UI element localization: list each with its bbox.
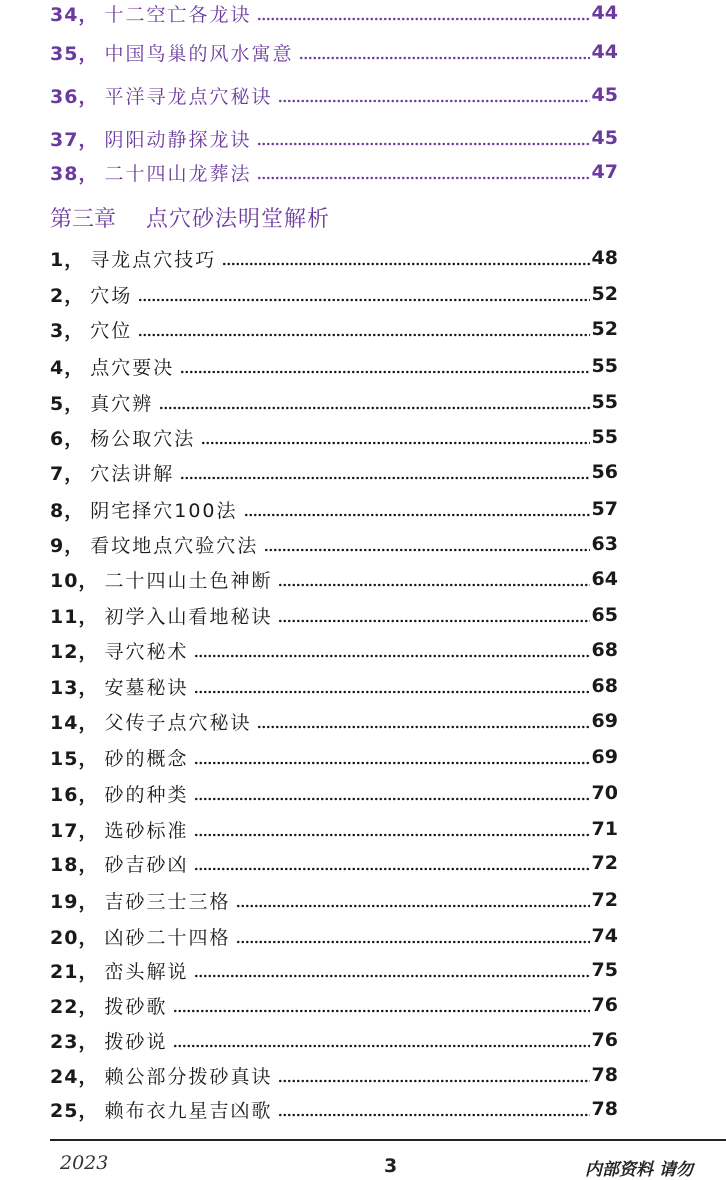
- entry-page: 52: [591, 318, 618, 340]
- entry-title: 十二空亡各龙诀: [104, 3, 252, 26]
- entry-page: 55: [591, 426, 618, 448]
- entry-number: 38，: [50, 162, 99, 185]
- dot-leader: [244, 513, 590, 517]
- toc-entry: [50, 314, 618, 344]
- entry-title: 砂吉砂凶: [104, 853, 189, 876]
- entry-number: 15，: [50, 747, 99, 770]
- entry-number: 9，: [50, 534, 85, 557]
- entry-page: 74: [591, 925, 618, 947]
- entry-number: 4，: [50, 356, 85, 379]
- entry-page: 70: [591, 782, 618, 804]
- entry-number: 36，: [50, 85, 99, 108]
- entry-page: 52: [591, 283, 618, 305]
- entry-number: 17，: [50, 819, 99, 842]
- entry-number: 14，: [50, 711, 99, 734]
- dot-leader: [194, 797, 589, 801]
- entry-page: 45: [591, 127, 618, 149]
- entry-number: 11，: [50, 605, 99, 628]
- toc-entry: [50, 848, 618, 878]
- toc-entry: [50, 635, 618, 665]
- toc-entry: [50, 990, 618, 1020]
- entry-title: 寻龙点穴技巧: [90, 248, 217, 271]
- toc-entry: [50, 37, 618, 67]
- entry-page: 63: [591, 533, 618, 555]
- entry-number: 19，: [50, 890, 99, 913]
- entry-page: 68: [591, 675, 618, 697]
- dot-leader: [278, 1079, 589, 1083]
- entry-number: 22，: [50, 995, 99, 1018]
- entry-title: 峦头解说: [104, 960, 189, 983]
- toc-entry: [50, 814, 618, 844]
- dot-leader: [236, 940, 589, 944]
- dot-leader: [159, 406, 589, 410]
- toc-entry: [50, 243, 618, 273]
- dot-leader: [278, 1113, 589, 1117]
- entry-page: 76: [591, 994, 618, 1016]
- dot-leader: [194, 654, 589, 658]
- footer-note: 内部资料 请勿: [585, 1160, 693, 1180]
- dot-leader: [194, 833, 589, 837]
- dot-leader: [278, 99, 589, 103]
- dot-leader: [194, 761, 589, 765]
- entry-page: 56: [591, 461, 618, 483]
- chapter-title: 点穴砂法明堂解析: [146, 206, 331, 232]
- entry-title: 砂的种类: [104, 783, 189, 806]
- toc-entry: [50, 1094, 618, 1124]
- entry-title: 赖布衣九星吉凶歌: [104, 1099, 273, 1122]
- entry-title: 凶砂二十四格: [104, 926, 231, 949]
- entry-number: 7，: [50, 462, 85, 485]
- entry-page: 65: [591, 604, 618, 626]
- entry-number: 2，: [50, 284, 85, 307]
- entry-title: 安墓秘诀: [104, 676, 189, 699]
- toc-entry: [50, 706, 618, 736]
- toc-entry: [50, 921, 618, 951]
- entry-page: 44: [591, 41, 618, 63]
- toc-entry: [50, 1025, 618, 1055]
- entry-page: 64: [591, 568, 618, 590]
- toc-entry: [50, 885, 618, 915]
- entry-title: 阴阳动静探龙诀: [104, 128, 252, 151]
- entry-number: 34，: [50, 3, 99, 26]
- entry-page: 72: [591, 852, 618, 874]
- toc-entry: [50, 457, 618, 487]
- entry-page: 55: [591, 355, 618, 377]
- chapter-heading: [50, 200, 330, 234]
- dot-leader: [299, 56, 589, 60]
- entry-title: 阴宅择穴100法: [90, 499, 238, 522]
- entry-number: 5，: [50, 392, 85, 415]
- dot-leader: [257, 142, 589, 146]
- entry-number: 3，: [50, 319, 85, 342]
- entry-page: 57: [591, 498, 618, 520]
- toc-entry: [50, 0, 618, 28]
- entry-page: 47: [591, 161, 618, 183]
- entry-title: 寻穴秘术: [104, 640, 189, 663]
- toc-entry: [50, 80, 618, 110]
- entry-number: 18，: [50, 853, 99, 876]
- dot-leader: [180, 370, 589, 374]
- dot-leader: [257, 176, 589, 180]
- entry-page: 78: [591, 1098, 618, 1120]
- toc-entry: [50, 351, 618, 381]
- entry-page: 44: [591, 2, 618, 24]
- entry-title: 中国鸟巢的风水寓意: [104, 42, 294, 65]
- entry-page: 72: [591, 889, 618, 911]
- toc-entry: [50, 955, 618, 985]
- dot-leader: [278, 619, 589, 623]
- toc-entry: [50, 564, 618, 594]
- entry-number: 20，: [50, 926, 99, 949]
- entry-number: 6，: [50, 427, 85, 450]
- dot-leader: [173, 1044, 589, 1048]
- entry-title: 吉砂三士三格: [104, 890, 231, 913]
- entry-title: 平洋寻龙点穴秘诀: [104, 85, 273, 108]
- entry-title: 砂的概念: [104, 747, 189, 770]
- entry-number: 24，: [50, 1065, 99, 1088]
- toc-entry: [50, 600, 618, 630]
- entry-page: 76: [591, 1029, 618, 1051]
- entry-page: 78: [591, 1064, 618, 1086]
- toc-entry: [50, 157, 618, 187]
- toc-entry: [50, 778, 618, 808]
- entry-title: 父传子点穴秘诀: [104, 711, 252, 734]
- dot-leader: [138, 333, 589, 337]
- toc-entry: [50, 279, 618, 309]
- entry-page: 69: [591, 710, 618, 732]
- entry-title: 穴场: [90, 284, 133, 307]
- entry-title: 拨砂歌: [104, 995, 168, 1018]
- entry-title: 真穴辨: [90, 392, 154, 415]
- footer-year: 2023: [60, 1152, 109, 1174]
- entry-number: 35，: [50, 42, 99, 65]
- dot-leader: [194, 867, 589, 871]
- entry-page: 45: [591, 84, 618, 106]
- entry-number: 8，: [50, 499, 85, 522]
- dot-leader: [194, 690, 589, 694]
- entry-title: 点穴要决: [90, 356, 175, 379]
- page-number: 3: [384, 1155, 398, 1177]
- dot-leader: [180, 476, 589, 480]
- entry-number: 10，: [50, 569, 99, 592]
- entry-title: 赖公部分拨砂真诀: [104, 1065, 273, 1088]
- entry-number: 25，: [50, 1099, 99, 1122]
- chapter-label: 第三章: [50, 206, 117, 232]
- toc-entry: [50, 1060, 618, 1090]
- footer-divider: [50, 1139, 726, 1141]
- entry-page: 69: [591, 746, 618, 768]
- dot-leader: [194, 974, 589, 978]
- toc-entry: [50, 387, 618, 417]
- dot-leader: [264, 548, 589, 552]
- entry-number: 12，: [50, 640, 99, 663]
- entry-title: 选砂标准: [104, 819, 189, 842]
- dot-leader: [222, 262, 589, 266]
- dot-leader: [138, 298, 589, 302]
- dot-leader: [201, 441, 589, 445]
- toc-entry: [50, 742, 618, 772]
- entry-title: 初学入山看地秘诀: [104, 605, 273, 628]
- entry-title: 穴位: [90, 319, 133, 342]
- toc-entry: [50, 422, 618, 452]
- entry-page: 48: [591, 247, 618, 269]
- dot-leader: [257, 725, 589, 729]
- dot-leader: [173, 1009, 589, 1013]
- dot-leader: [278, 583, 589, 587]
- entry-number: 23，: [50, 1030, 99, 1053]
- entry-title: 二十四山土色神断: [104, 569, 273, 592]
- entry-number: 13，: [50, 676, 99, 699]
- toc-entry: [50, 671, 618, 701]
- toc-entry: [50, 123, 618, 153]
- toc-entry: [50, 494, 618, 524]
- entry-number: 37，: [50, 128, 99, 151]
- entry-title: 二十四山龙葬法: [104, 162, 252, 185]
- entry-title: 杨公取穴法: [90, 427, 196, 450]
- entry-number: 21，: [50, 960, 99, 983]
- toc-entry: [50, 529, 618, 559]
- entry-page: 55: [591, 391, 618, 413]
- entry-title: 拨砂说: [104, 1030, 168, 1053]
- dot-leader: [257, 17, 589, 21]
- entry-page: 75: [591, 959, 618, 981]
- entry-title: 穴法讲解: [90, 462, 175, 485]
- entry-title: 看坟地点穴验穴法: [90, 534, 259, 557]
- entry-number: 16，: [50, 783, 99, 806]
- entry-page: 71: [591, 818, 618, 840]
- dot-leader: [236, 904, 589, 908]
- entry-number: 1，: [50, 248, 85, 271]
- entry-page: 68: [591, 639, 618, 661]
